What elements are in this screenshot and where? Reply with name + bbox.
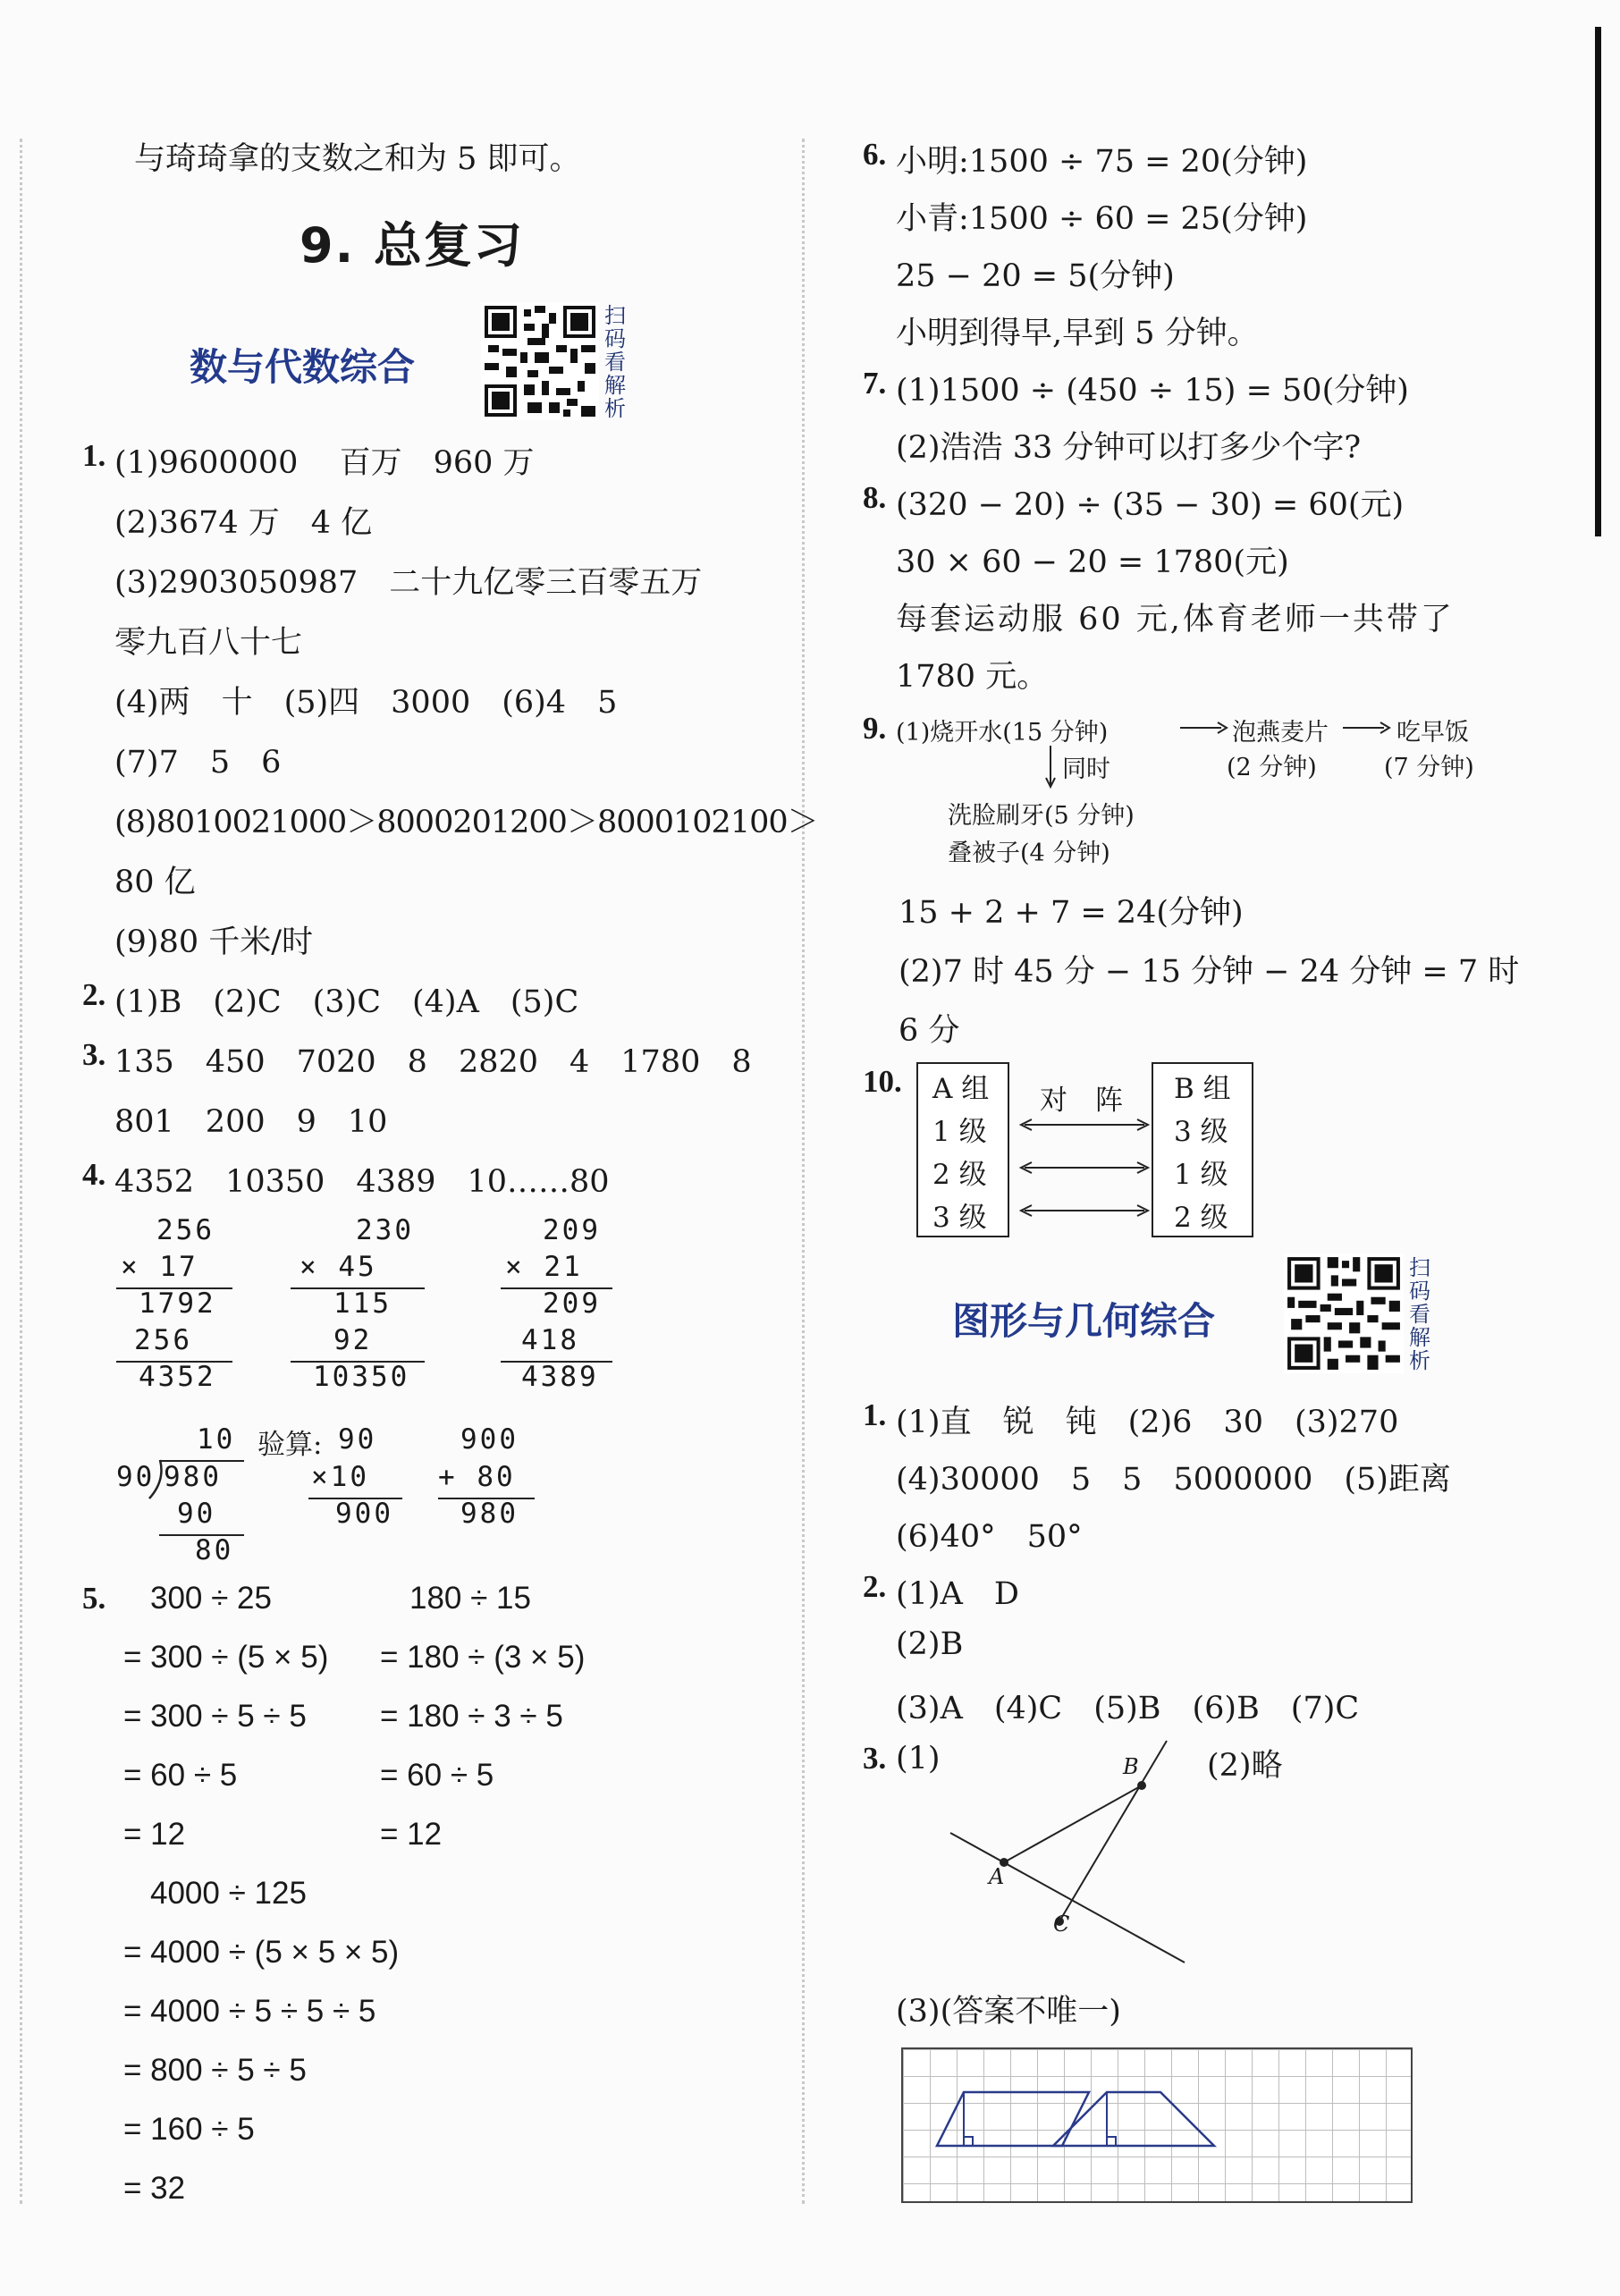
- mul3-d: 418: [521, 1324, 579, 1356]
- q5-a-0: 300 ÷ 25: [150, 1581, 272, 1616]
- q8-number: 8.: [863, 480, 887, 515]
- group-a-2: 2 级: [932, 1159, 987, 1191]
- q4-line1: 4352 10350 4389 10……80: [114, 1164, 610, 1200]
- group-b-2: 1 级: [1174, 1159, 1228, 1191]
- q2-line1: (1)B (2)C (3)C (4)A (5)C: [114, 984, 579, 1020]
- div-divisor: 90: [116, 1461, 156, 1493]
- g1-line3: (6)40° 50°: [896, 1519, 1083, 1555]
- qr-caption: 扫码看解析: [1409, 1255, 1430, 1373]
- q9-line4: 6 分: [899, 1013, 960, 1049]
- q9-flow-oats: 泡燕麦片: [1232, 719, 1329, 747]
- mul2-c: 115: [333, 1287, 392, 1320]
- match-label: 对 阵: [1040, 1085, 1123, 1117]
- g2-number: 2.: [863, 1569, 887, 1604]
- section-title-algebra: 数与代数综合: [190, 345, 416, 389]
- q5-b-3: = 60 ÷ 5: [380, 1758, 494, 1793]
- mul1-b: × 17: [121, 1251, 198, 1283]
- q8-line3: 每套运动服 60 元,体育老师一共带了: [896, 602, 1455, 637]
- ver1-c: 900: [335, 1498, 393, 1530]
- q1-line7: (8)8010021000＞8000201200＞8000102100＞: [114, 805, 818, 840]
- q2-number: 2.: [82, 977, 106, 1012]
- trapezoid-figures: [901, 2047, 1411, 2201]
- mul2-a: 230: [356, 1214, 414, 1246]
- q6-line1: 小明:1500 ÷ 75 = 20(分钟): [896, 144, 1308, 180]
- qr-code-icon: [1284, 1254, 1404, 1373]
- q5-a-4: = 12: [123, 1817, 186, 1852]
- mul1-c: 1792: [139, 1287, 216, 1320]
- g3-line1b: (2)略: [1207, 1748, 1283, 1784]
- q5-c-2: = 4000 ÷ 5 ÷ 5 ÷ 5: [123, 1994, 376, 2029]
- mul3-b: × 21: [505, 1251, 583, 1283]
- group-a-1: 1 级: [932, 1116, 987, 1148]
- q7-number: 7.: [863, 366, 887, 401]
- ver2-b: + 80: [438, 1461, 516, 1493]
- q9-line2: 15 + 2 + 7 = 24(分钟): [899, 895, 1244, 931]
- left-margin-line: [20, 139, 22, 2204]
- q5-c-5: = 32: [123, 2171, 186, 2206]
- mul2-b: × 45: [300, 1251, 377, 1283]
- match-arrows: [1017, 1109, 1152, 1234]
- q8-line2: 30 × 60 − 20 = 1780(元): [896, 544, 1289, 580]
- q5-c-0: 4000 ÷ 125: [150, 1876, 307, 1911]
- mul3-c: 209: [543, 1287, 601, 1320]
- group-b-3: 2 级: [1174, 1202, 1228, 1234]
- column-divider: [802, 139, 805, 2204]
- mul1-d: 256: [134, 1324, 192, 1356]
- q10-number: 10.: [863, 1064, 902, 1099]
- g3-number: 3.: [863, 1741, 887, 1776]
- q5-a-2: = 300 ÷ 5 ÷ 5: [123, 1699, 307, 1734]
- point-b-label: B: [1123, 1754, 1139, 1779]
- q1-number: 1.: [82, 438, 106, 473]
- mul2-d: 92: [333, 1324, 373, 1356]
- q1-line1: (1)9600000 百万 960 万: [114, 445, 535, 481]
- q5-number: 5.: [82, 1581, 106, 1616]
- q3-line2: 801 200 9 10: [114, 1104, 388, 1140]
- q9-flow-breakfast: 吃早饭: [1396, 719, 1469, 747]
- q9-side-wash: 洗脸刷牙(5 分钟): [948, 802, 1135, 830]
- q9-line3: (2)7 时 45 分 − 15 分钟 − 24 分钟 = 7 时: [899, 954, 1520, 990]
- g2-line3: (3)A (4)C (5)B (6)B (7)C: [896, 1691, 1360, 1726]
- edge-bar: [1595, 27, 1601, 536]
- g1-line1: (1)直 锐 钝 (2)6 30 (3)270: [896, 1405, 1399, 1440]
- q1-line8: 80 亿: [114, 865, 196, 900]
- mul1-a: 256: [156, 1214, 215, 1246]
- q9-flow-oats-time: (2 分钟): [1227, 754, 1317, 781]
- q5-a-1: = 300 ÷ (5 × 5): [123, 1640, 329, 1675]
- mul1-e: 4352: [139, 1361, 216, 1393]
- section-title-geometry: 图形与几何综合: [952, 1299, 1216, 1343]
- q1-line4: 零九百八十七: [114, 625, 303, 661]
- intro-text: 与琦琦拿的支数之和为 5 即可。: [134, 141, 581, 177]
- div-dividend: 980: [164, 1461, 222, 1493]
- q3-number: 3.: [82, 1037, 106, 1072]
- q7-line1: (1)1500 ÷ (450 ÷ 15) = 50(分钟): [896, 373, 1409, 409]
- mul2-e: 10350: [313, 1361, 410, 1393]
- qr-code-icon: [481, 302, 599, 420]
- q1-line2: (2)3674 万 4 亿: [114, 505, 373, 541]
- q8-line1: (320 − 20) ÷ (35 − 30) = 60(元): [896, 487, 1405, 523]
- q5-b-2: = 180 ÷ 3 ÷ 5: [380, 1699, 563, 1734]
- chapter-title: 9. 总复习: [300, 217, 524, 274]
- q6-line3: 25 − 20 = 5(分钟): [896, 258, 1175, 294]
- ver2-a: 900: [460, 1423, 519, 1456]
- q5-a-3: = 60 ÷ 5: [123, 1758, 238, 1793]
- q7-line2: (2)浩浩 33 分钟可以打多少个字?: [896, 430, 1362, 466]
- q6-line2: 小青:1500 ÷ 60 = 25(分钟): [896, 201, 1308, 237]
- point-a-label: A: [989, 1864, 1005, 1889]
- q5-b-0: 180 ÷ 15: [409, 1581, 531, 1616]
- qr-caption: 扫码看解析: [604, 303, 626, 421]
- group-a-0: A 组: [932, 1073, 990, 1105]
- group-a-3: 3 级: [932, 1202, 987, 1234]
- q5-c-3: = 800 ÷ 5 ÷ 5: [123, 2053, 307, 2088]
- q5-b-1: = 180 ÷ (3 × 5): [380, 1640, 586, 1675]
- q1-line3: (3)2903050987 二十九亿零三百零五万: [114, 565, 703, 601]
- g1-number: 1.: [863, 1397, 887, 1432]
- q4-number: 4.: [82, 1157, 106, 1192]
- q5-c-4: = 160 ÷ 5: [123, 2112, 255, 2147]
- q6-number: 6.: [863, 137, 887, 172]
- q1-line5: (4)两 十 (5)四 3000 (6)4 5: [114, 685, 618, 721]
- q6-line4: 小明到得早,早到 5 分钟。: [896, 316, 1259, 351]
- mul3-e: 4389: [521, 1361, 599, 1393]
- g2-line2: (2)B: [896, 1626, 964, 1662]
- div-quotient: 10: [197, 1423, 236, 1456]
- q1-line6: (7)7 5 6: [114, 745, 282, 781]
- q5-c-1: = 4000 ÷ (5 × 5 × 5): [123, 1935, 400, 1970]
- div-sub: 90: [177, 1498, 216, 1530]
- q3-line1: 135 450 7020 8 2820 4 1780 8: [114, 1044, 752, 1080]
- g2-line1: (1)A D: [896, 1576, 1019, 1612]
- q9-number: 9.: [863, 711, 887, 746]
- q9-side-quilt: 叠被子(4 分钟): [948, 840, 1110, 867]
- g3-line1: (1): [896, 1741, 941, 1777]
- mul3-a: 209: [543, 1214, 601, 1246]
- div-check-label: 验算:: [257, 1429, 323, 1461]
- q9-flow-breakfast-time: (7 分钟): [1384, 754, 1474, 781]
- q8-line4: 1780 元。: [896, 659, 1049, 695]
- arrow-down-icon: [1043, 744, 1058, 789]
- arrow-right-icon: [1341, 721, 1391, 735]
- ver1-a: 90: [338, 1423, 377, 1456]
- group-b-1: 3 级: [1174, 1116, 1228, 1148]
- arrow-right-icon: [1178, 721, 1228, 735]
- q9-flow-boil: (1)烧开水(15 分钟): [896, 719, 1109, 747]
- q9-same-time: 同时: [1062, 755, 1110, 783]
- g1-line2: (4)30000 5 5 5000000 (5)距离: [896, 1462, 1451, 1498]
- div-rem: 80: [195, 1534, 234, 1566]
- q5-b-4: = 12: [380, 1817, 443, 1852]
- q1-line9: (9)80 千米/时: [114, 924, 314, 960]
- g3-line2: (3)(答案不唯一): [896, 1994, 1121, 2030]
- point-c-label: C: [1053, 1912, 1070, 1937]
- ver2-c: 980: [460, 1498, 519, 1530]
- group-b-0: B 组: [1174, 1073, 1231, 1105]
- ver1-b: ×10: [311, 1461, 369, 1493]
